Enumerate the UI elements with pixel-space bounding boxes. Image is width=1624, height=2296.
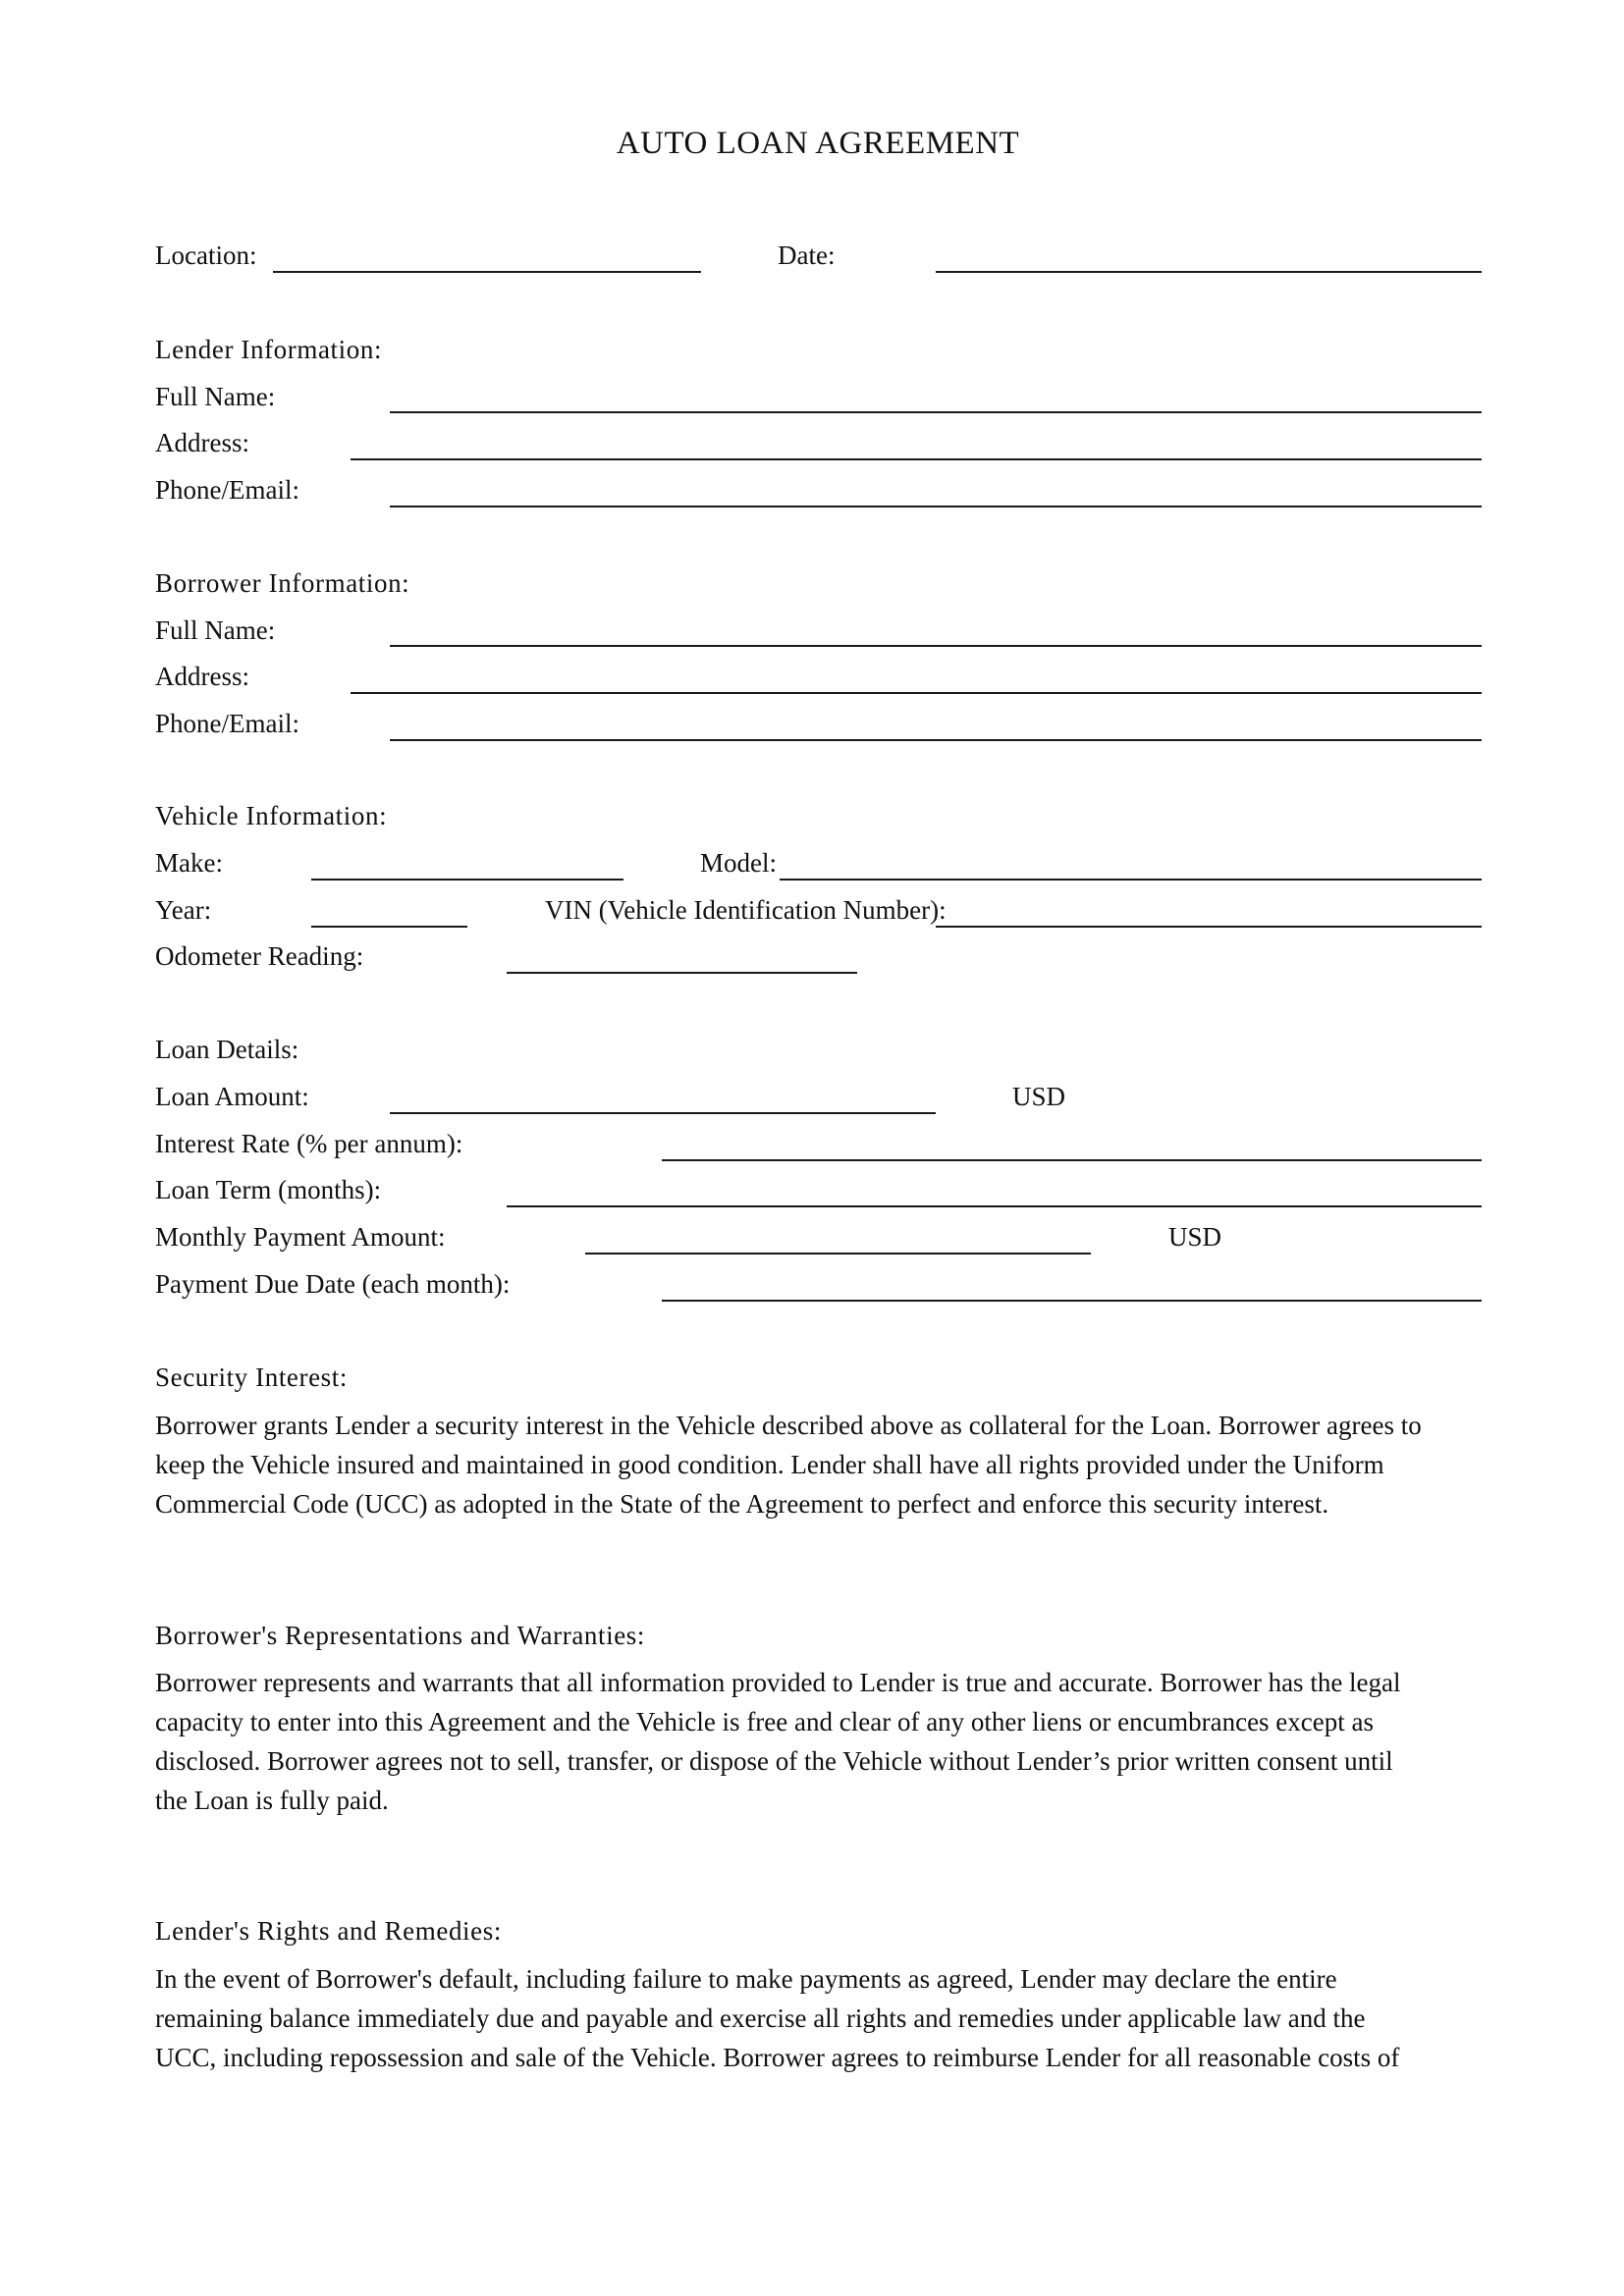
- borrower-address-label: Address:: [155, 662, 249, 691]
- remedies-line: In the event of Borrower's default, including failure to make payments as agreed, Lender may declare the entire: [155, 1964, 1337, 1994]
- security-line: Commercial Code (UCC) as adopted in the State of the Agreement to perfect and enforce this security interest.: [155, 1489, 1329, 1519]
- remedies-line: UCC, including repossession and sale of the Vehicle. Borrower agrees to reimburse Lender for all reasonable costs of: [155, 2043, 1400, 2072]
- date-label: Date:: [778, 240, 836, 270]
- vehicle-odometer-field[interactable]: [507, 972, 857, 974]
- loan-due-date-label: Payment Due Date (each month):: [155, 1269, 511, 1299]
- vehicle-model-field[interactable]: [780, 879, 1482, 881]
- lender-phone-email-label: Phone/Email:: [155, 475, 299, 505]
- loan-heading: Loan Details:: [155, 1035, 299, 1064]
- loan-term-label: Loan Term (months):: [155, 1175, 382, 1204]
- lender-heading: Lender Information:: [155, 335, 383, 364]
- vehicle-make-label: Make:: [155, 848, 223, 878]
- loan-monthly-label: Monthly Payment Amount:: [155, 1222, 446, 1252]
- loan-amount-currency: USD: [1012, 1082, 1066, 1111]
- remedies-paragraph: [155, 1959, 1490, 2077]
- loan-due-date-field[interactable]: [662, 1300, 1482, 1302]
- warranties-line: Borrower represents and warrants that all information provided to Lender is true and accurate. Borrower has the legal: [155, 1668, 1401, 1697]
- loan-monthly-field[interactable]: [585, 1253, 1091, 1255]
- borrower-phone-email-field[interactable]: [390, 739, 1482, 741]
- vehicle-make-field[interactable]: [311, 879, 623, 881]
- location-label: Location:: [155, 240, 257, 270]
- loan-monthly-currency: USD: [1168, 1222, 1222, 1252]
- borrower-full-name-field[interactable]: [390, 645, 1482, 647]
- borrower-phone-email-label: Phone/Email:: [155, 709, 299, 738]
- location-field[interactable]: [273, 271, 701, 273]
- loan-interest-label: Interest Rate (% per annum):: [155, 1129, 463, 1158]
- lender-full-name-field[interactable]: [390, 411, 1482, 413]
- vehicle-year-label: Year:: [155, 895, 212, 925]
- warranties-line: the Loan is fully paid.: [155, 1786, 389, 1815]
- security-line: keep the Vehicle insured and maintained in good condition. Lender shall have all rights provided under the Uniform: [155, 1450, 1384, 1479]
- loan-term-field[interactable]: [507, 1205, 1482, 1207]
- remedies-heading: Lender's Rights and Remedies:: [155, 1916, 502, 1946]
- document-title: AUTO LOAN AGREEMENT: [616, 126, 1020, 161]
- vehicle-year-field[interactable]: [311, 926, 467, 928]
- security-heading: Security Interest:: [155, 1362, 348, 1392]
- borrower-full-name-label: Full Name:: [155, 615, 276, 645]
- vehicle-vin-label: VIN (Vehicle Identification Number):: [545, 895, 947, 925]
- lender-phone-email-field[interactable]: [390, 506, 1482, 507]
- warranties-line: capacity to enter into this Agreement and the Vehicle is free and clear of any other liens or encumbrances except as: [155, 1707, 1374, 1736]
- warranties-paragraph: [155, 1663, 1490, 1820]
- vehicle-model-label: Model:: [700, 848, 777, 878]
- lender-address-label: Address:: [155, 428, 249, 457]
- borrower-address-field[interactable]: [351, 692, 1482, 694]
- warranties-line: disclosed. Borrower agrees not to sell, transfer, or dispose of the Vehicle without Lender’s prior written consent until: [155, 1746, 1393, 1776]
- vehicle-vin-field[interactable]: [936, 926, 1482, 928]
- remedies-line: remaining balance immediately due and payable and exercise all rights and remedies under applicable law and the: [155, 2003, 1366, 2033]
- security-line: Borrower grants Lender a security interest in the Vehicle described above as collateral for the Loan. Borrower agrees to: [155, 1411, 1422, 1440]
- loan-amount-field[interactable]: [390, 1112, 936, 1114]
- vehicle-odometer-label: Odometer Reading:: [155, 941, 364, 971]
- loan-amount-label: Loan Amount:: [155, 1082, 309, 1111]
- warranties-heading: Borrower's Representations and Warranties:: [155, 1621, 646, 1650]
- lender-address-field[interactable]: [351, 458, 1482, 460]
- vehicle-heading: Vehicle Information:: [155, 801, 388, 830]
- borrower-heading: Borrower Information:: [155, 568, 410, 598]
- loan-interest-field[interactable]: [662, 1159, 1482, 1161]
- lender-full-name-label: Full Name:: [155, 382, 276, 411]
- security-paragraph: [155, 1406, 1490, 1523]
- date-field[interactable]: [936, 271, 1482, 273]
